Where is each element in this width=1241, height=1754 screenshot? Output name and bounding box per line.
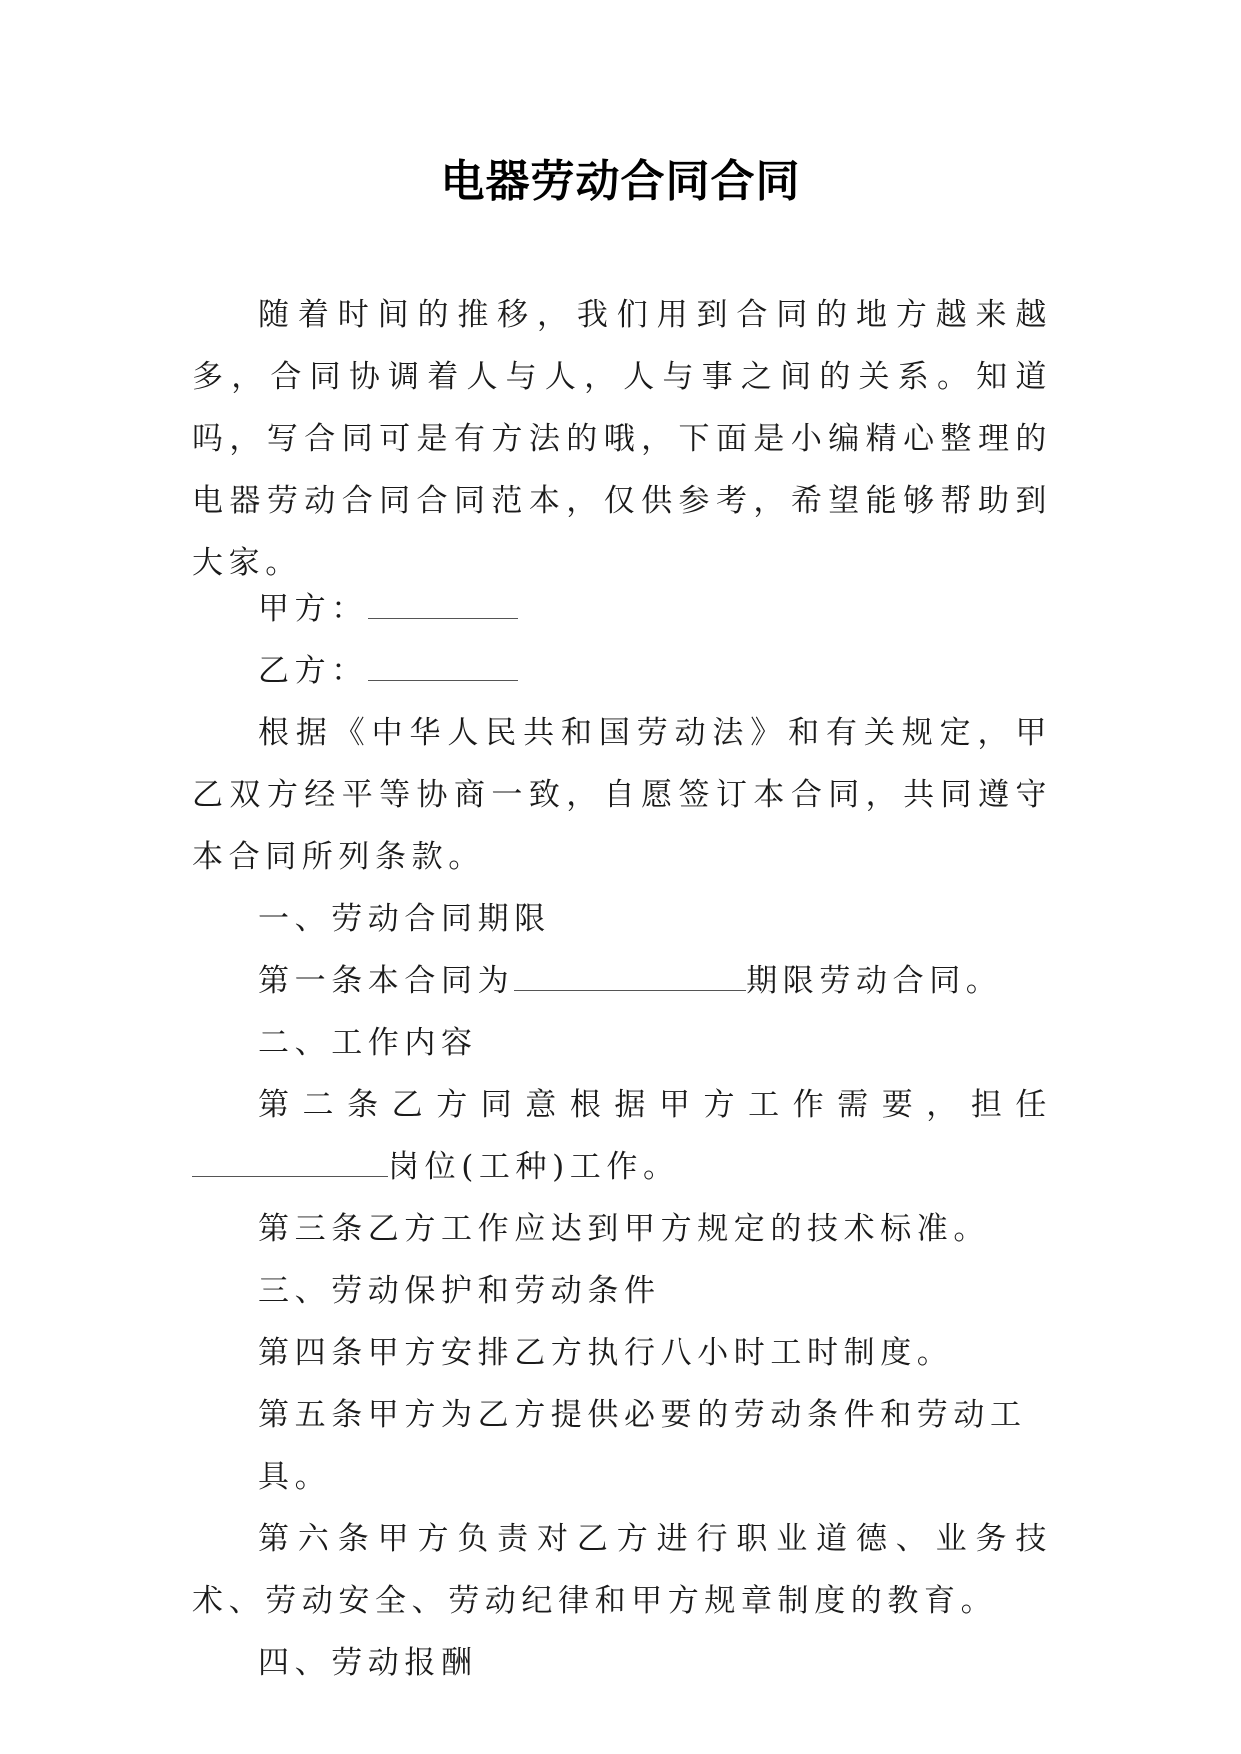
- section-heading-work: 二、工作内容: [258, 1025, 478, 1061]
- section-heading-term: 一、劳动合同期限: [258, 901, 551, 937]
- document-title: 电器劳动合同合同: [440, 156, 801, 207]
- party-b-line: [192, 640, 1052, 702]
- article-2: [192, 1074, 1052, 1198]
- intro-paragraph: 随着时间的推移，我们用到合同的地方越来越多，合同协调着人与人，人与事之间的关系。知道吗，写合同可是有方法的哦，下面是小编精心整理的电器劳动合同合同范本，仅供参考，希望能够帮助到大家。: [192, 297, 1052, 581]
- article-2-suffix: 岗位(工种)工作。: [388, 1149, 680, 1185]
- article-1-prefix: 第一条本合同为: [258, 963, 515, 999]
- article-1: [192, 950, 1052, 1012]
- party-a-line: [192, 578, 1052, 640]
- article-3: 第三条乙方工作应达到甲方规定的技术标准。: [258, 1211, 990, 1247]
- preamble-paragraph: 根据《中华人民共和国劳动法》和有关规定，甲乙双方经平等协商一致，自愿签订本合同，共同遵守本合同所列条款。: [192, 715, 1052, 875]
- section-heading-protection: 三、劳动保护和劳动条件: [258, 1273, 661, 1309]
- intro-block: [192, 284, 1052, 594]
- article-5: 第五条甲方为乙方提供必要的劳动条件和劳动工具。: [258, 1397, 1027, 1495]
- article-1-suffix: 期限劳动合同。: [746, 963, 1003, 999]
- article-4: 第四条甲方安排乙方执行八小时工时制度。: [258, 1335, 954, 1371]
- party-a-label: 甲方：: [258, 591, 368, 627]
- party-a-blank: [368, 592, 518, 619]
- article-6: 第六条甲方负责对乙方进行职业道德、业务技术、劳动安全、劳动纪律和甲方规章制度的教育。: [192, 1521, 1052, 1619]
- article-2-prefix: 第二条乙方同意根据甲方工作需要，担任: [258, 1087, 1052, 1123]
- term-blank: [514, 964, 746, 991]
- party-b-blank: [368, 654, 518, 681]
- party-b-label: 乙方：: [258, 653, 368, 689]
- post-blank: [192, 1150, 388, 1177]
- section-heading-pay: 四、劳动报酬: [258, 1645, 478, 1681]
- contract-body: [192, 578, 1052, 1694]
